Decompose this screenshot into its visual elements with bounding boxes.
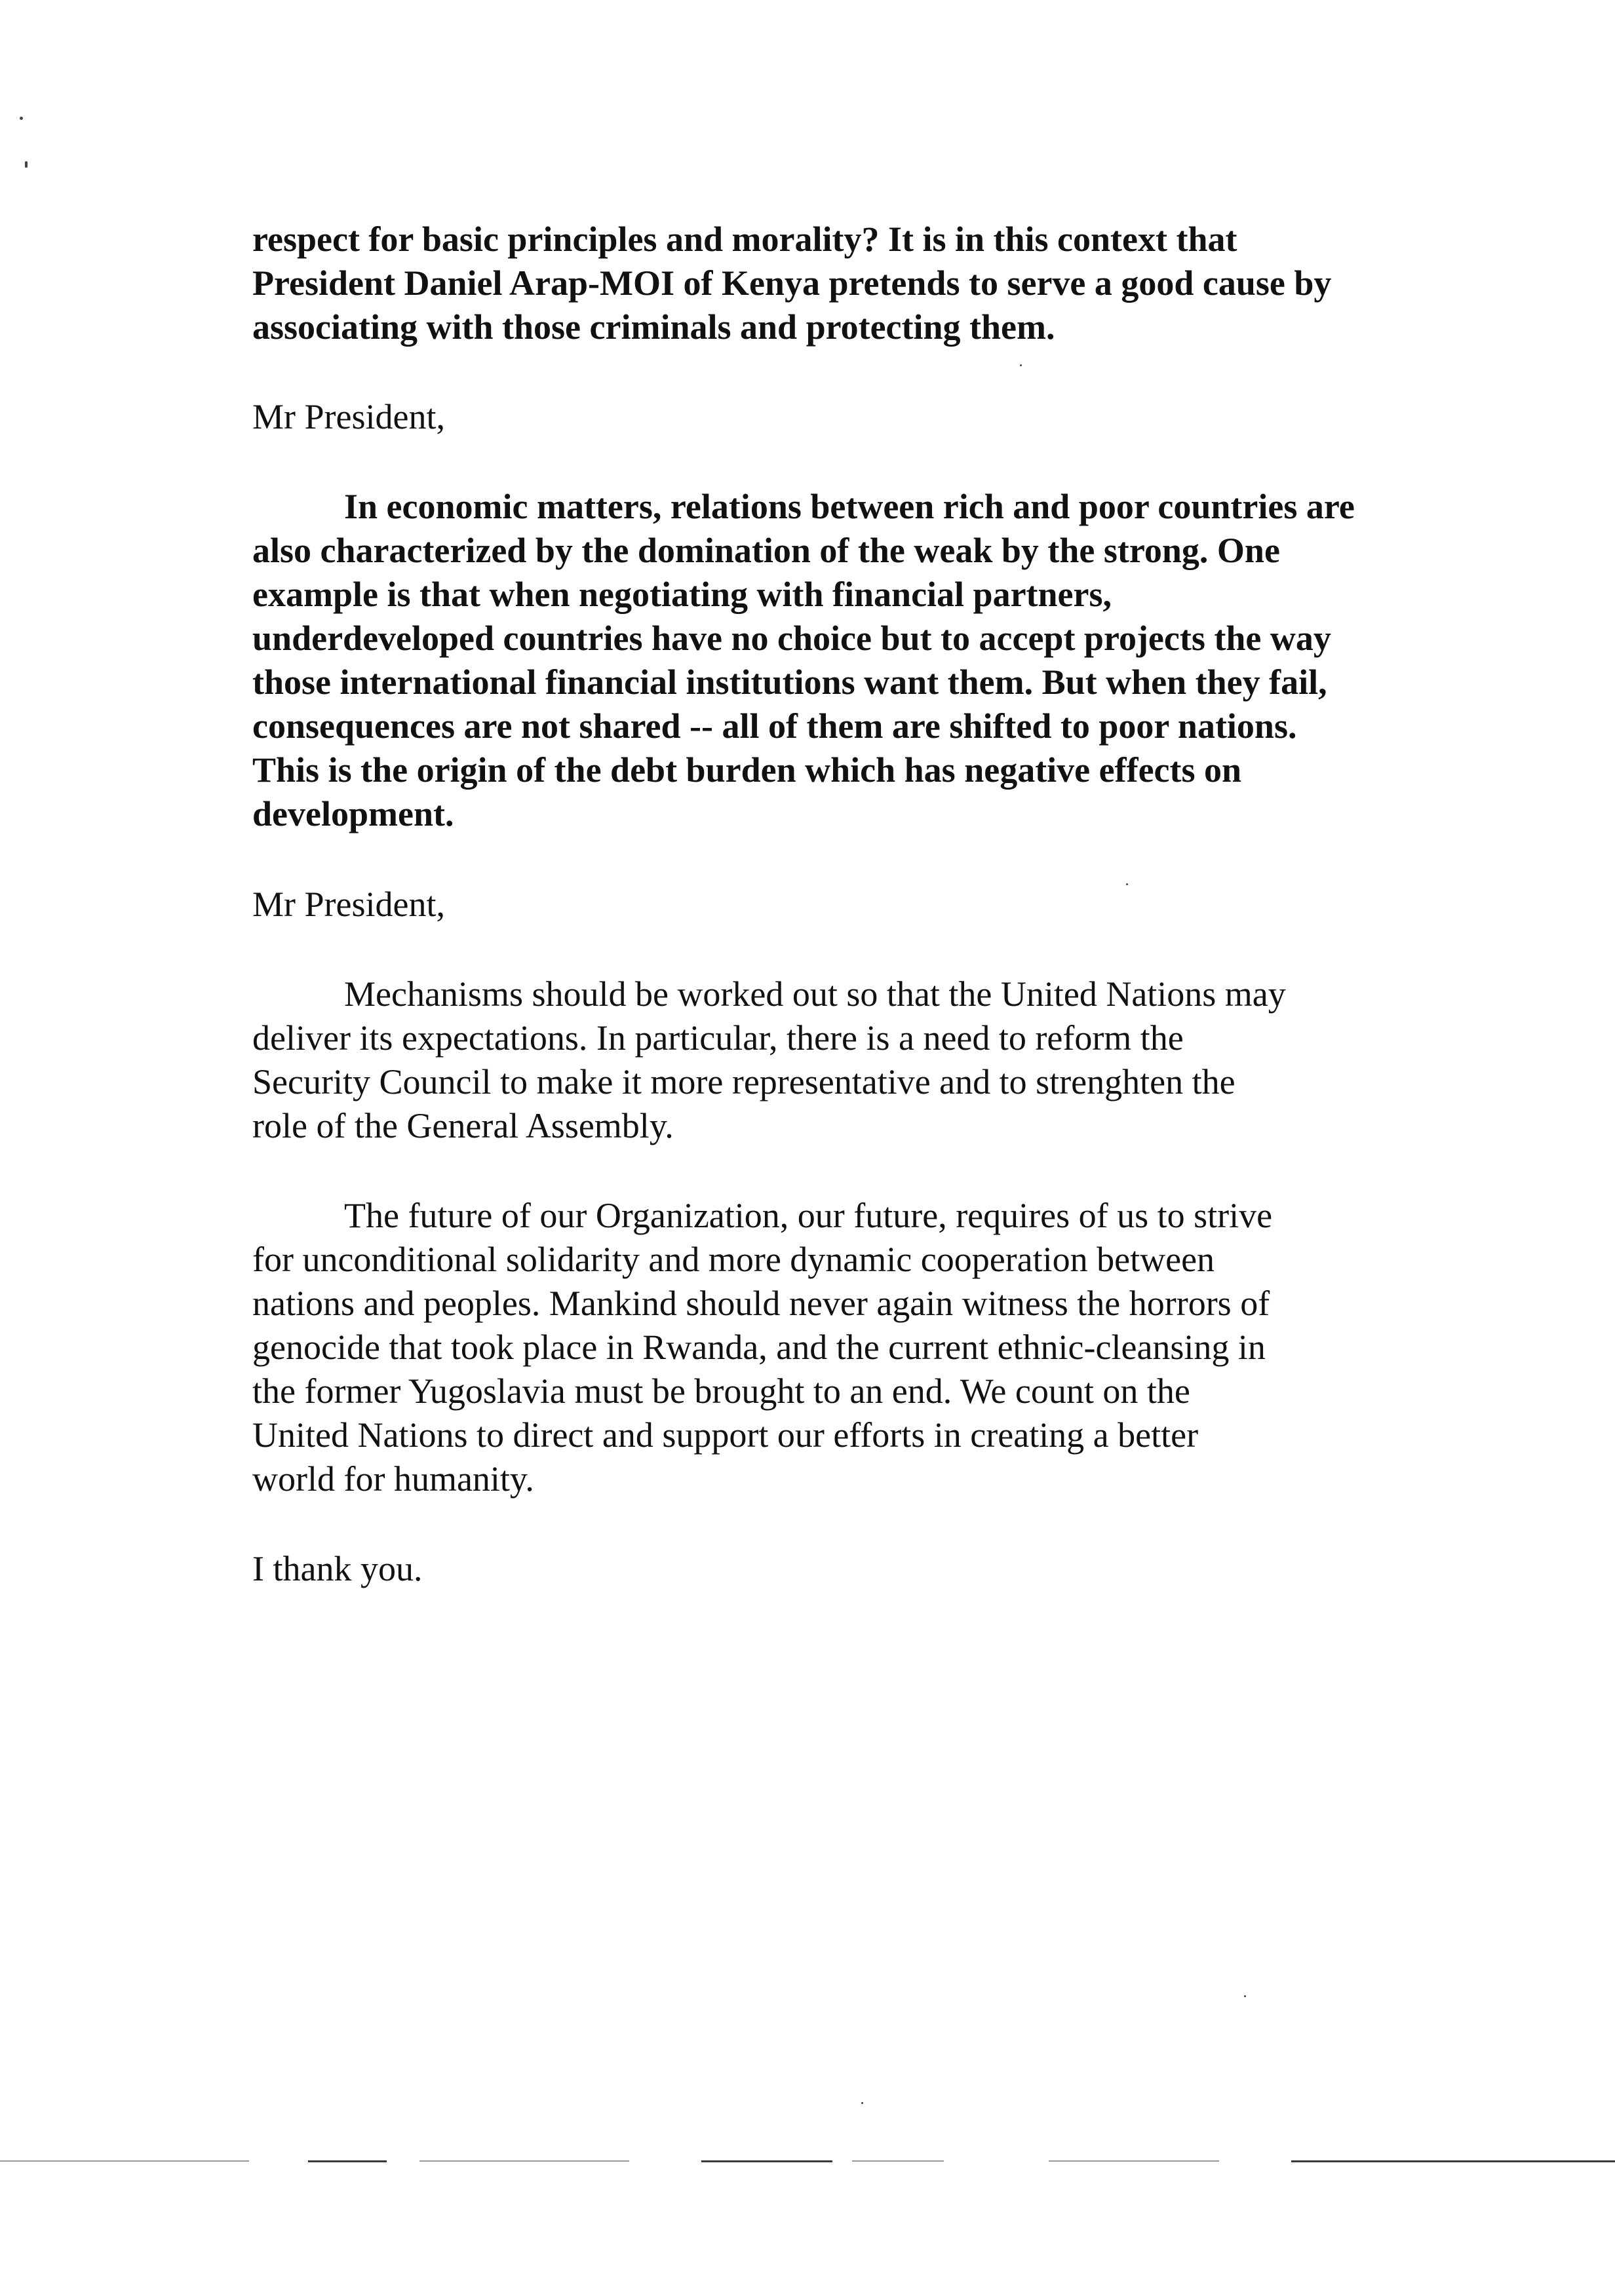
text-line: deliver its expectations. In particular, there is a need to reform the bbox=[252, 1018, 1184, 1058]
paragraph-3 bbox=[252, 972, 1432, 1148]
text-line: nations and peoples. Mankind should never again witness the horrors of bbox=[252, 1284, 1270, 1323]
closing bbox=[252, 1547, 1432, 1591]
footer-divider bbox=[701, 2160, 832, 2162]
text-line: those international financial institutions want them. But when they fail, bbox=[252, 662, 1327, 702]
text-line: for unconditional solidarity and more dynamic cooperation between bbox=[252, 1240, 1215, 1279]
text-line: In economic matters, relations between rich and poor countries are bbox=[344, 487, 1355, 526]
footer-divider bbox=[1049, 2160, 1219, 2162]
paragraph-2 bbox=[252, 485, 1432, 836]
text-line: This is the origin of the debt burden which has negative effects on bbox=[252, 750, 1242, 790]
text-line: associating with those criminals and protecting them. bbox=[252, 307, 1055, 347]
text-line: United Nations to direct and support our efforts in creating a better bbox=[252, 1415, 1199, 1455]
salutation-1 bbox=[252, 395, 1432, 439]
footer-divider bbox=[308, 2160, 387, 2162]
footer-divider bbox=[1291, 2160, 1615, 2162]
scan-speck bbox=[1020, 364, 1022, 366]
salutation-2 bbox=[252, 883, 1432, 927]
text-line: The future of our Organization, our future, requires of us to strive bbox=[344, 1196, 1273, 1235]
text-line: underdeveloped countries have no choice but to accept projects the way bbox=[252, 619, 1331, 658]
paragraph-1 bbox=[252, 218, 1432, 349]
closing-text: I thank you. bbox=[252, 1549, 423, 1588]
text-line: Security Council to make it more representative and to strenghten the bbox=[252, 1062, 1236, 1101]
text-line: development. bbox=[252, 794, 454, 833]
text-line: world for humanity. bbox=[252, 1459, 534, 1499]
scan-speck bbox=[25, 161, 28, 168]
salutation-text: Mr President, bbox=[252, 885, 445, 924]
text-line: President Daniel Arap-MOI of Kenya pretends to serve a good cause by bbox=[252, 263, 1332, 303]
text-line: Mechanisms should be worked out so that the United Nations may bbox=[344, 974, 1286, 1014]
text-line: example is that when negotiating with financial partners, bbox=[252, 575, 1112, 614]
salutation-text: Mr President, bbox=[252, 397, 445, 436]
text-line: respect for basic principles and morality? It is in this context that bbox=[252, 220, 1237, 259]
footer-divider bbox=[419, 2160, 629, 2162]
text-line: the former Yugoslavia must be brought to an end. We count on the bbox=[252, 1371, 1190, 1411]
text-line: role of the General Assembly. bbox=[252, 1106, 674, 1145]
footer-divider bbox=[852, 2160, 944, 2162]
text-line: also characterized by the domination of the weak by the strong. One bbox=[252, 531, 1280, 570]
scan-speck bbox=[20, 117, 23, 120]
paragraph-4 bbox=[252, 1194, 1432, 1501]
text-line: genocide that took place in Rwanda, and the current ethnic-cleansing in bbox=[252, 1328, 1266, 1367]
scan-speck bbox=[861, 2102, 863, 2104]
footer-divider bbox=[0, 2160, 249, 2162]
scan-speck bbox=[1244, 1995, 1246, 1997]
text-line: consequences are not shared -- all of them are shifted to poor nations. bbox=[252, 706, 1297, 746]
